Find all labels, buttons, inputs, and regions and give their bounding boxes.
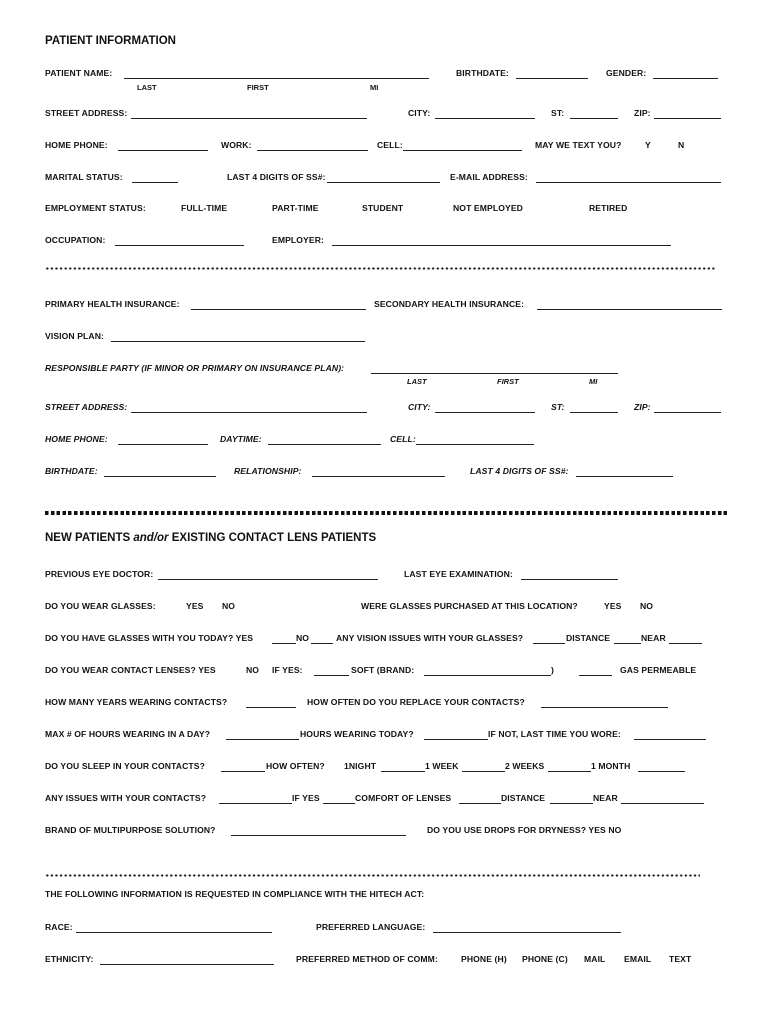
vision-issues-label: ANY VISION ISSUES WITH YOUR GLASSES? bbox=[336, 633, 524, 643]
ethnicity-label: ETHNICITY: bbox=[45, 954, 94, 964]
previous-eye-doctor-label: PREVIOUS EYE DOCTOR: bbox=[45, 569, 154, 579]
rp-daytime-label: DAYTIME: bbox=[220, 434, 262, 444]
race-field[interactable] bbox=[76, 932, 272, 933]
drops-dryness-label: DO YOU USE DROPS FOR DRYNESS? YES NO bbox=[427, 825, 622, 835]
comm-option-cell-phone[interactable]: PHONE (C) bbox=[522, 954, 568, 964]
rp-state-field[interactable] bbox=[570, 412, 618, 413]
dotted-divider bbox=[45, 267, 715, 270]
hours-today-label: HOURS WEARING TODAY? bbox=[300, 729, 414, 739]
birthdate-label: BIRTHDATE: bbox=[456, 68, 509, 78]
rp-ss-last4-label: LAST 4 DIGITS OF SS#: bbox=[470, 466, 569, 476]
occupation-field[interactable] bbox=[115, 245, 244, 246]
rp-first-caption: FIRST bbox=[497, 377, 519, 386]
replace-frequency-field[interactable] bbox=[541, 707, 668, 708]
primary-insurance-field[interactable] bbox=[191, 309, 366, 310]
previous-eye-doctor-field[interactable] bbox=[158, 579, 378, 580]
rp-state-label: ST: bbox=[551, 402, 565, 412]
dotted-divider-2 bbox=[45, 874, 700, 877]
rp-cell-field[interactable] bbox=[416, 444, 534, 445]
sleep-1-week-label: 1 WEEK bbox=[425, 761, 459, 771]
work-phone-field[interactable] bbox=[257, 150, 368, 151]
have-glasses-no-field[interactable] bbox=[311, 643, 333, 644]
marital-status-field[interactable] bbox=[132, 182, 178, 183]
issues-if-yes-label: IF YES bbox=[292, 793, 320, 803]
secondary-insurance-field[interactable] bbox=[537, 309, 722, 310]
soft-lens-field[interactable] bbox=[314, 675, 349, 676]
comm-option-email[interactable]: EMAIL bbox=[624, 954, 652, 964]
max-hours-field[interactable] bbox=[226, 739, 299, 740]
vision-issues-near-label: NEAR bbox=[641, 633, 666, 643]
section-title-contact-lens bbox=[45, 532, 376, 544]
sleep-1-night-label: 1NIGHT bbox=[344, 761, 377, 771]
employment-status-label: EMPLOYMENT STATUS: bbox=[45, 203, 146, 213]
street-address-label: STREET ADDRESS: bbox=[45, 108, 128, 118]
rp-daytime-field[interactable] bbox=[268, 444, 381, 445]
ethnicity-field[interactable] bbox=[100, 964, 274, 965]
hitech-notice: THE FOLLOWING INFORMATION IS REQUESTED IN COMPLIANCE WITH THE HITECH ACT: bbox=[45, 889, 425, 899]
sleep-2-weeks-field[interactable] bbox=[548, 771, 591, 772]
ss-last4-field[interactable] bbox=[327, 182, 440, 183]
gender-field[interactable] bbox=[653, 78, 718, 79]
employment-option-part-time[interactable]: PART-TIME bbox=[272, 203, 319, 213]
wear-glasses-label: DO YOU WEAR GLASSES: bbox=[45, 601, 156, 611]
primary-insurance-label: PRIMARY HEALTH INSURANCE: bbox=[45, 299, 180, 309]
contact-issues-field[interactable] bbox=[219, 803, 292, 804]
purchased-here-no-option[interactable]: NO bbox=[640, 601, 654, 611]
rp-home-phone-field[interactable] bbox=[118, 444, 208, 445]
comm-option-text[interactable]: TEXT bbox=[669, 954, 692, 964]
rp-relationship-label: RELATIONSHIP: bbox=[234, 466, 302, 476]
name-last-caption: LAST bbox=[137, 83, 157, 92]
comm-option-mail[interactable]: MAIL bbox=[584, 954, 606, 964]
patient-name-label: PATIENT NAME: bbox=[45, 68, 113, 78]
rp-home-phone-label: HOME PHONE: bbox=[45, 434, 108, 444]
sleep-2-weeks-label: 2 WEEKS bbox=[505, 761, 545, 771]
issues-if-yes-field[interactable] bbox=[323, 803, 355, 804]
last-wore-field[interactable] bbox=[634, 739, 706, 740]
preferred-comm-label: PREFERRED METHOD OF COMM: bbox=[296, 954, 438, 964]
employment-option-student[interactable]: STUDENT bbox=[362, 203, 404, 213]
wear-contacts-label: DO YOU WEAR CONTACT LENSES? YES bbox=[45, 665, 216, 675]
rp-birthdate-field[interactable] bbox=[104, 476, 216, 477]
vision-issues-distance-label: DISTANCE bbox=[566, 633, 611, 643]
employer-label: EMPLOYER: bbox=[272, 235, 324, 245]
may-text-yes-option[interactable]: Y bbox=[645, 140, 651, 150]
vision-plan-field[interactable] bbox=[111, 341, 365, 342]
patient-name-field[interactable] bbox=[124, 78, 429, 79]
issues-distance-label: DISTANCE bbox=[501, 793, 546, 803]
sleep-1-month-field[interactable] bbox=[638, 771, 685, 772]
home-phone-label: HOME PHONE: bbox=[45, 140, 108, 150]
hours-today-field[interactable] bbox=[424, 739, 488, 740]
rp-ss-last4-field[interactable] bbox=[576, 476, 673, 477]
wear-glasses-yes-option[interactable]: YES bbox=[186, 601, 204, 611]
vision-issues-near-field[interactable] bbox=[669, 643, 702, 644]
years-wearing-label: HOW MANY YEARS WEARING CONTACTS? bbox=[45, 697, 228, 707]
gas-permeable-field[interactable] bbox=[579, 675, 612, 676]
cell-phone-label: CELL: bbox=[377, 140, 403, 150]
rp-street-address-field[interactable] bbox=[131, 412, 367, 413]
contact-header-and-or: and/or bbox=[133, 532, 169, 544]
section-title-patient-information: PATIENT INFORMATION bbox=[45, 35, 176, 47]
city-label: CITY: bbox=[408, 108, 431, 118]
have-glasses-label: DO YOU HAVE GLASSES WITH YOU TODAY? YES bbox=[45, 633, 254, 643]
have-glasses-yes-field[interactable] bbox=[272, 643, 296, 644]
dashed-divider bbox=[45, 511, 727, 515]
issues-distance-field[interactable] bbox=[550, 803, 593, 804]
rp-cell-label: CELL: bbox=[390, 434, 416, 444]
sleep-1-week-field[interactable] bbox=[462, 771, 505, 772]
last-wore-label: IF NOT, LAST TIME YOU WORE: bbox=[488, 729, 621, 739]
contact-header-part-a: NEW PATIENTS bbox=[45, 532, 134, 544]
state-field[interactable] bbox=[570, 118, 618, 119]
employment-option-retired[interactable]: RETIRED bbox=[589, 203, 628, 213]
secondary-insurance-label: SECONDARY HEALTH INSURANCE: bbox=[374, 299, 525, 309]
rp-birthdate-label: BIRTHDATE: bbox=[45, 466, 98, 476]
rp-last-caption: LAST bbox=[407, 377, 427, 386]
rp-zip-label: ZIP: bbox=[634, 402, 651, 412]
solution-brand-field[interactable] bbox=[231, 835, 406, 836]
vision-plan-label: VISION PLAN: bbox=[45, 331, 104, 341]
max-hours-label: MAX # OF HOURS WEARING IN A DAY? bbox=[45, 729, 211, 739]
sleep-1-month-label: 1 MONTH bbox=[591, 761, 631, 771]
preferred-language-field[interactable] bbox=[433, 932, 621, 933]
soft-brand-label: SOFT (BRAND: bbox=[351, 665, 415, 675]
wear-contacts-no-option[interactable]: NO bbox=[246, 665, 260, 675]
issues-comfort-label: COMFORT OF LENSES bbox=[355, 793, 452, 803]
solution-brand-label: BRAND OF MULTIPURPOSE SOLUTION? bbox=[45, 825, 216, 835]
ss-last4-label: LAST 4 DIGITS OF SS#: bbox=[227, 172, 326, 182]
issues-comfort-field[interactable] bbox=[459, 803, 501, 804]
sleep-how-often-label: HOW OFTEN? bbox=[266, 761, 325, 771]
years-wearing-field[interactable] bbox=[246, 707, 296, 708]
rp-relationship-field[interactable] bbox=[312, 476, 445, 477]
rp-city-field[interactable] bbox=[435, 412, 535, 413]
sleep-in-contacts-field[interactable] bbox=[221, 771, 265, 772]
responsible-party-field[interactable] bbox=[371, 373, 618, 374]
zip-field[interactable] bbox=[654, 118, 721, 119]
wear-contacts-if-yes-label: IF YES: bbox=[272, 665, 303, 675]
marital-status-label: MARITAL STATUS: bbox=[45, 172, 123, 182]
soft-brand-close: ) bbox=[551, 665, 554, 675]
sleep-1-night-field[interactable] bbox=[381, 771, 425, 772]
gas-permeable-label: GAS PERMEABLE bbox=[620, 665, 697, 675]
vision-issues-field[interactable] bbox=[533, 643, 565, 644]
name-first-caption: FIRST bbox=[247, 83, 269, 92]
have-glasses-no-label: NO bbox=[296, 633, 310, 643]
rp-street-address-label: STREET ADDRESS: bbox=[45, 402, 128, 412]
issues-near-label: NEAR bbox=[593, 793, 618, 803]
vision-issues-distance-field[interactable] bbox=[614, 643, 641, 644]
occupation-label: OCCUPATION: bbox=[45, 235, 106, 245]
issues-near-field[interactable] bbox=[621, 803, 704, 804]
may-text-label: MAY WE TEXT YOU? bbox=[535, 140, 622, 150]
wear-glasses-no-option[interactable]: NO bbox=[222, 601, 236, 611]
rp-zip-field[interactable] bbox=[654, 412, 721, 413]
state-label: ST: bbox=[551, 108, 565, 118]
preferred-language-label: PREFERRED LANGUAGE: bbox=[316, 922, 426, 932]
contact-issues-label: ANY ISSUES WITH YOUR CONTACTS? bbox=[45, 793, 207, 803]
cell-phone-field[interactable] bbox=[403, 150, 522, 151]
zip-label: ZIP: bbox=[634, 108, 651, 118]
email-field[interactable] bbox=[536, 182, 721, 183]
comm-option-home-phone[interactable]: PHONE (H) bbox=[461, 954, 507, 964]
home-phone-field[interactable] bbox=[118, 150, 208, 151]
race-label: RACE: bbox=[45, 922, 73, 932]
employment-option-not-employed[interactable]: NOT EMPLOYED bbox=[453, 203, 523, 213]
employment-option-full-time[interactable]: FULL-TIME bbox=[181, 203, 228, 213]
sleep-in-contacts-label: DO YOU SLEEP IN YOUR CONTACTS? bbox=[45, 761, 205, 771]
purchased-here-label: WERE GLASSES PURCHASED AT THIS LOCATION? bbox=[361, 601, 578, 611]
birthdate-field[interactable] bbox=[516, 78, 588, 79]
employer-field[interactable] bbox=[332, 245, 671, 246]
work-phone-label: WORK: bbox=[221, 140, 252, 150]
email-label: E-MAIL ADDRESS: bbox=[450, 172, 528, 182]
purchased-here-yes-option[interactable]: YES bbox=[604, 601, 622, 611]
contact-header-part-c: EXISTING CONTACT LENS PATIENTS bbox=[168, 532, 377, 544]
city-field[interactable] bbox=[435, 118, 535, 119]
replace-frequency-label: HOW OFTEN DO YOU REPLACE YOUR CONTACTS? bbox=[307, 697, 525, 707]
responsible-party-label: RESPONSIBLE PARTY (IF MINOR OR PRIMARY ON INSURANCE PLAN): bbox=[45, 363, 345, 373]
last-eye-exam-label: LAST EYE EXAMINATION: bbox=[404, 569, 513, 579]
rp-city-label: CITY: bbox=[408, 402, 431, 412]
gender-label: GENDER: bbox=[606, 68, 647, 78]
soft-brand-field[interactable] bbox=[424, 675, 551, 676]
may-text-no-option[interactable]: N bbox=[678, 140, 685, 150]
name-mi-caption: MI bbox=[370, 83, 379, 92]
last-eye-exam-field[interactable] bbox=[521, 579, 618, 580]
street-address-field[interactable] bbox=[131, 118, 367, 119]
rp-mi-caption: MI bbox=[589, 377, 598, 386]
